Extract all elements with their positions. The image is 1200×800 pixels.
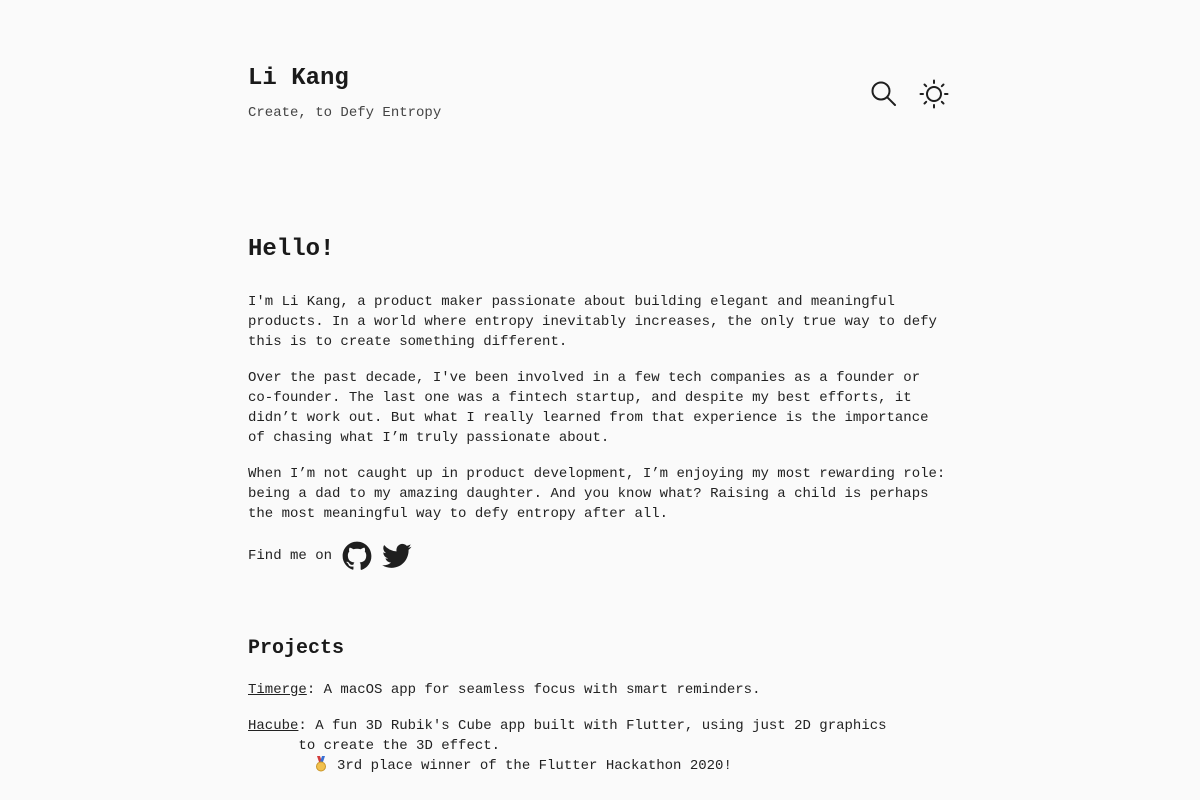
intro-paragraph-2: Over the past decade, I've been involved in a few tech companies as a founder or co-founder. The last one was a fintech startup, and despite my best efforts, it didn’t work out. But what I really learned from that experience is the importance of chasing what I’m truly passionate about. — [248, 370, 929, 446]
project-description: : A fun 3D Rubik's Cube app built with Flutter, using just 2D graphics to create the 3D effect. — [298, 718, 887, 754]
search-icon — [868, 78, 900, 110]
projects-heading: Projects — [248, 637, 345, 660]
twitter-link[interactable] — [382, 541, 412, 571]
site-subtitle: Create, to Defy Entropy — [248, 105, 442, 121]
find-me-label: Find me on — [248, 548, 333, 564]
award-text: 3rd place winner of the Flutter Hackathon 2020! — [337, 758, 732, 774]
github-icon — [342, 541, 372, 571]
project-link-timerge[interactable]: Timerge — [248, 682, 307, 698]
project-description: : A macOS app for seamless focus with smart reminders. — [306, 682, 761, 698]
sun-icon — [918, 78, 950, 110]
intro-paragraph-1: I'm Li Kang, a product maker passionate about building elegant and meaningful products. In a world where entropy inevitably increases, the only true way to defy this is to create something different. — [248, 294, 937, 350]
github-link[interactable] — [342, 541, 372, 571]
intro-heading: Hello! — [248, 236, 335, 263]
project-timerge — [248, 680, 952, 700]
search-button[interactable] — [868, 78, 900, 110]
theme-toggle-button[interactable] — [918, 78, 950, 110]
intro-paragraph-3: When I’m not caught up in product development, I’m enjoying my most rewarding role: being a dad to my amazing daughter. And you know what? Raising a child is perhaps the most meaningful way to defy entropy after all. — [248, 466, 946, 522]
site-title[interactable]: Li Kang — [248, 65, 349, 92]
project-link-hacube[interactable]: Hacube — [248, 718, 299, 734]
project-hacube — [248, 716, 952, 776]
twitter-icon — [382, 541, 412, 571]
project-award — [248, 756, 952, 776]
medal-icon — [315, 756, 327, 772]
header-actions — [868, 78, 952, 110]
find-me — [248, 540, 412, 572]
